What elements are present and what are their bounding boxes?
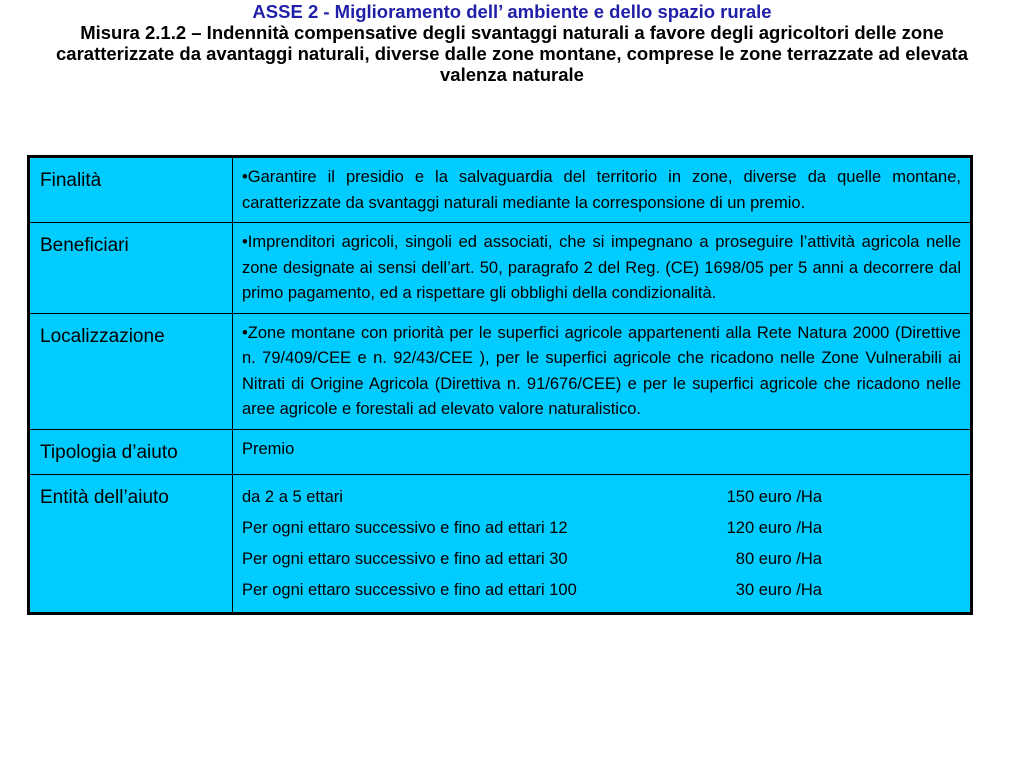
amount-desc: da 2 a 5 ettari <box>242 488 343 506</box>
slide-title: ASSE 2 - Miglioramento dell’ ambiente e dello spazio rurale <box>252 1 772 22</box>
table-row <box>29 475 972 614</box>
row-text-localizzazione: •Zone montane con priorità per le superfici agricole appartenenti alla Rete Natura 2000 (Direttive n. 79/409/CEE e n. 92/43/CEE ), per le superfici agricole che ricadono nelle Zone Vulnerabili ai Nitrati di Origine Agricola (Direttiva n. 91/676/CEE) e per le superfici agricole che ricadono nelle aree agricole e forestali ad elevato valore naturalistico. <box>233 313 972 429</box>
row-label-tipologia: Tipologia d’aiuto <box>29 429 233 475</box>
amount-value: 30 euro /Ha <box>735 581 822 599</box>
amount-item <box>242 482 961 513</box>
row-text-beneficiari: •Imprenditori agricoli, singoli ed associati, che si impegnano a proseguire l’attività agricola nelle zone designate ai sensi dell’art. 50, paragrafo 2 del Reg. (CE) 1698/05 per 5 anni a decorrere dal primo pagamento, ed a rispettare gli obblighi della condizionalità. <box>233 223 972 314</box>
measure-table <box>27 155 973 615</box>
row-text-tipologia: Premio <box>233 429 972 475</box>
slide-subtitle: Misura 2.1.2 – Indennità compensative degli svantaggi naturali a favore degli agricoltori delle zone caratterizzate da avantaggi naturali, diverse dalle zone montane, comprese le zone terrazzate ad elevata valenza naturale <box>56 22 968 85</box>
table-row <box>29 429 972 475</box>
amount-desc: Per ogni ettaro successivo e fino ad ettari 100 <box>242 581 577 599</box>
amount-desc: Per ogni ettaro successivo e fino ad ettari 12 <box>242 519 568 537</box>
row-label-entita: Entità dell’aiuto <box>29 475 233 614</box>
slide-header <box>40 1 984 85</box>
amount-value: 80 euro /Ha <box>735 550 822 568</box>
row-label-beneficiari: Beneficiari <box>29 223 233 314</box>
table-row <box>29 223 972 314</box>
amounts-list <box>233 475 972 614</box>
table-row <box>29 313 972 429</box>
amount-value: 150 euro /Ha <box>726 488 822 506</box>
amount-item <box>242 544 961 575</box>
row-label-finalita: Finalità <box>29 157 233 223</box>
amount-item <box>242 513 961 544</box>
table-row <box>29 157 972 223</box>
amount-value: 120 euro /Ha <box>726 519 822 537</box>
amount-desc: Per ogni ettaro successivo e fino ad ettari 30 <box>242 550 568 568</box>
amount-item <box>242 575 961 606</box>
row-text-finalita: •Garantire il presidio e la salvaguardia del territorio in zone, diverse da quelle montane, caratterizzate da svantaggi naturali mediante la corresponsione di un premio. <box>233 157 972 223</box>
row-label-localizzazione: Localizzazione <box>29 313 233 429</box>
